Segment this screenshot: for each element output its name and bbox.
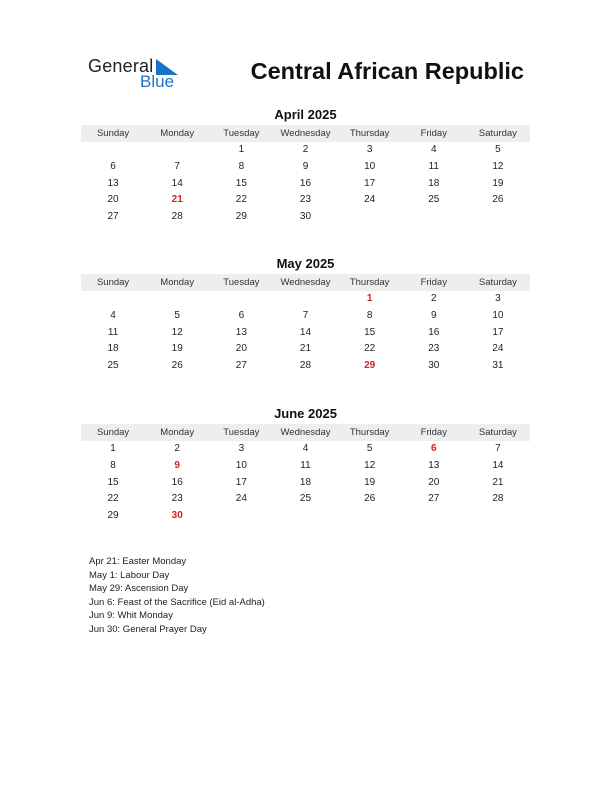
holiday-note: Jun 9: Whit Monday — [89, 610, 173, 622]
day-cell: 12 — [492, 160, 504, 172]
day-cell: 21 — [299, 343, 312, 355]
day-cell: 11 — [107, 326, 119, 338]
empty-day-cell — [273, 508, 337, 525]
day-cell: 25 — [107, 360, 119, 372]
weekday-label: Sunday — [96, 277, 130, 288]
day-cell: 24 — [364, 194, 376, 206]
day-cell: 30 — [299, 211, 312, 223]
day-cell: 22 — [364, 343, 376, 355]
day-cell: 27 — [428, 493, 440, 505]
empty-day-cell — [466, 508, 530, 525]
empty-day-cell — [466, 209, 530, 226]
day-grid — [81, 142, 530, 226]
day-cell: 15 — [235, 177, 247, 189]
weekday-header — [81, 125, 530, 142]
day-cell: 20 — [235, 343, 247, 355]
day-cell: 6 — [238, 309, 245, 321]
day-cell: 8 — [366, 309, 373, 321]
empty-day-cell — [402, 508, 466, 525]
month-title: May 2025 — [276, 256, 335, 271]
holiday-day-cell: 30 — [171, 510, 183, 522]
day-cell: 12 — [364, 459, 376, 471]
day-cell: 29 — [235, 211, 247, 223]
day-cell: 24 — [235, 493, 247, 505]
weekday-label: Tuesday — [223, 128, 260, 139]
day-cell: 2 — [302, 144, 309, 155]
holiday-note: Jun 30: General Prayer Day — [89, 623, 207, 635]
day-cell: 13 — [235, 326, 247, 338]
day-cell: 27 — [107, 211, 119, 223]
empty-day-cell — [273, 291, 337, 308]
day-cell: 18 — [299, 476, 312, 488]
weekday-label: Friday — [420, 128, 447, 139]
logo-general-text: General — [88, 56, 154, 76]
logo-blue-text: Blue — [140, 72, 175, 91]
day-cell: 15 — [364, 326, 376, 338]
weekday-label: Thursday — [349, 277, 390, 288]
day-cell: 18 — [428, 177, 440, 189]
month-april — [81, 106, 530, 226]
day-cell: 10 — [492, 309, 504, 321]
day-cell: 19 — [364, 476, 376, 488]
weekday-label: Wednesday — [280, 128, 331, 139]
day-cell: 14 — [492, 459, 504, 471]
day-cell: 10 — [364, 160, 376, 172]
day-cell: 23 — [299, 194, 312, 206]
holiday-day-cell: 1 — [366, 293, 373, 304]
month-title: June 2025 — [274, 406, 337, 421]
day-cell: 13 — [428, 459, 440, 471]
weekday-label: Tuesday — [223, 427, 260, 438]
weekday-label: Friday — [420, 277, 447, 288]
day-cell: 27 — [235, 360, 247, 372]
empty-day-cell — [209, 508, 273, 525]
day-cell: 1 — [238, 144, 245, 155]
weekday-label: Thursday — [349, 128, 390, 139]
day-grid — [81, 441, 530, 525]
day-cell: 4 — [302, 443, 309, 454]
day-cell: 6 — [110, 160, 116, 172]
holiday-day-cell: 29 — [364, 360, 376, 372]
weekday-label: Monday — [160, 277, 195, 288]
holiday-day-cell: 21 — [171, 194, 183, 206]
weekday-label: Tuesday — [223, 277, 260, 288]
day-cell: 25 — [299, 493, 312, 505]
day-cell: 13 — [107, 177, 119, 189]
day-cell: 19 — [492, 177, 504, 189]
weekday-label: Thursday — [349, 427, 390, 438]
holiday-note: May 29: Ascension Day — [89, 583, 189, 595]
holiday-note: May 1: Labour Day — [89, 569, 170, 581]
day-cell: 4 — [110, 309, 116, 321]
empty-day-cell — [338, 209, 402, 226]
day-cell: 23 — [171, 493, 183, 505]
day-cell: 4 — [430, 144, 437, 155]
day-cell: 8 — [110, 459, 116, 471]
day-cell: 10 — [235, 459, 247, 471]
weekday-header — [81, 274, 530, 291]
empty-day-cell — [81, 291, 145, 308]
day-cell: 3 — [366, 144, 373, 155]
day-cell: 15 — [107, 476, 119, 488]
weekday-label: Saturday — [478, 277, 517, 288]
day-cell: 23 — [428, 343, 440, 355]
empty-day-cell — [209, 291, 273, 308]
weekday-label: Monday — [160, 128, 195, 139]
day-cell: 16 — [171, 476, 183, 488]
day-cell: 22 — [107, 493, 119, 505]
day-cell: 25 — [428, 194, 440, 206]
day-cell: 9 — [430, 309, 437, 321]
day-cell: 9 — [302, 160, 309, 172]
day-cell: 2 — [430, 293, 437, 304]
weekday-label: Wednesday — [280, 277, 331, 288]
day-cell: 28 — [492, 493, 504, 505]
day-cell: 3 — [495, 293, 501, 304]
day-cell: 17 — [235, 476, 247, 488]
weekday-label: Monday — [160, 427, 195, 438]
month-title: April 2025 — [274, 107, 337, 122]
day-cell: 17 — [364, 177, 376, 189]
empty-day-cell — [145, 291, 209, 308]
day-cell: 16 — [299, 177, 312, 189]
day-cell: 21 — [492, 476, 504, 488]
logo — [88, 56, 188, 96]
empty-day-cell — [145, 142, 209, 159]
weekday-label: Friday — [420, 427, 447, 438]
day-cell: 19 — [171, 343, 183, 355]
day-cell: 12 — [171, 326, 183, 338]
day-cell: 14 — [299, 326, 312, 338]
day-grid — [81, 291, 530, 375]
day-cell: 29 — [107, 510, 119, 522]
day-cell: 30 — [428, 360, 440, 372]
day-cell: 17 — [492, 326, 504, 338]
day-cell: 26 — [492, 194, 504, 206]
day-cell: 20 — [107, 194, 119, 206]
day-cell: 31 — [492, 360, 504, 372]
day-cell: 1 — [110, 443, 116, 454]
day-cell: 18 — [107, 343, 119, 355]
weekday-label: Sunday — [96, 427, 130, 438]
month-june — [81, 405, 530, 525]
day-cell: 5 — [366, 443, 373, 454]
empty-day-cell — [81, 142, 145, 159]
weekday-label: Sunday — [96, 128, 130, 139]
day-cell: 7 — [302, 309, 309, 321]
holiday-note: Apr 21: Easter Monday — [89, 556, 187, 567]
day-cell: 24 — [492, 343, 504, 355]
day-cell: 20 — [428, 476, 440, 488]
day-cell: 14 — [171, 177, 183, 189]
day-cell: 28 — [299, 360, 312, 372]
day-cell: 5 — [174, 309, 180, 321]
day-cell: 26 — [364, 493, 376, 505]
month-may — [81, 255, 530, 375]
weekday-header — [81, 424, 530, 441]
weekday-label: Wednesday — [280, 427, 331, 438]
weekday-label: Saturday — [478, 427, 517, 438]
day-cell: 11 — [428, 160, 439, 172]
empty-day-cell — [402, 209, 466, 226]
holiday-day-cell: 6 — [430, 443, 437, 454]
day-cell: 26 — [171, 360, 183, 372]
day-cell: 5 — [495, 144, 501, 155]
day-cell: 8 — [238, 160, 245, 172]
empty-day-cell — [338, 508, 402, 525]
day-cell: 11 — [300, 459, 311, 471]
holiday-day-cell: 9 — [174, 459, 180, 471]
day-cell: 16 — [428, 326, 440, 338]
day-cell: 28 — [171, 211, 183, 223]
page-title: Central African Republic — [250, 58, 524, 84]
day-cell: 2 — [174, 443, 180, 454]
weekday-label: Saturday — [478, 128, 517, 139]
holiday-note: Jun 6: Feast of the Sacrifice (Eid al-Adha) — [89, 596, 265, 608]
day-cell: 7 — [174, 160, 180, 172]
day-cell: 22 — [235, 194, 247, 206]
holiday-list — [89, 555, 265, 637]
day-cell: 3 — [238, 443, 245, 454]
day-cell: 7 — [495, 443, 501, 454]
